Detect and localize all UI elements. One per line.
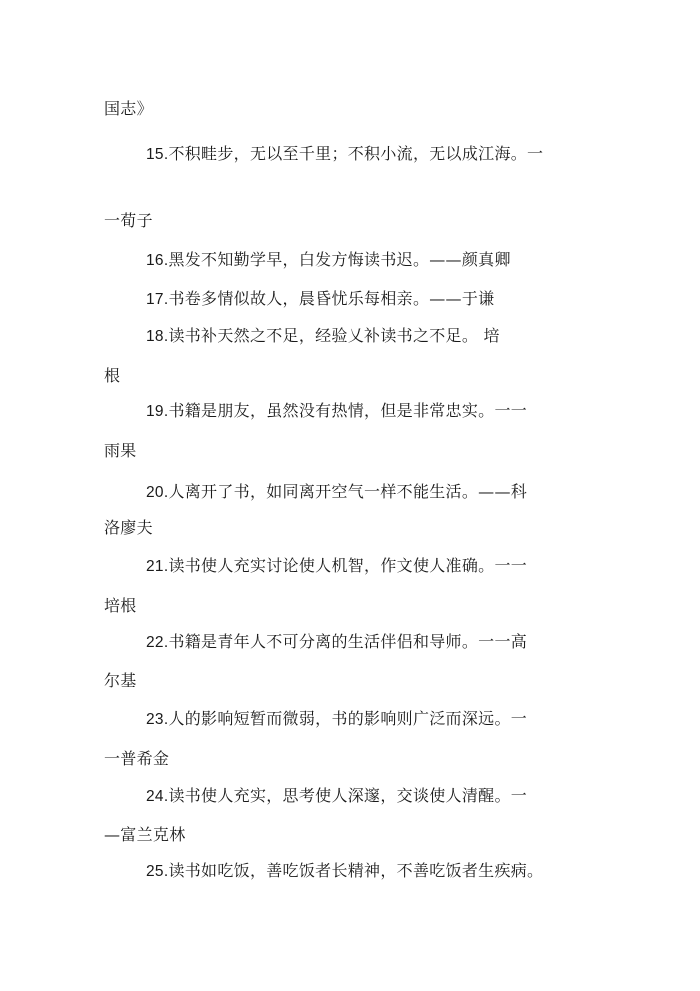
quote-number: 15.	[146, 146, 169, 163]
quote-21	[146, 556, 527, 577]
quote-23	[146, 709, 527, 730]
quote-text: 不积畦步，无以至千里；不积小流，无以成江海。一	[168, 144, 544, 163]
text-line-continuation: 雨果	[104, 441, 137, 460]
quote-text: 书卷多情似故人，晨昏忧乐每相亲。——于谦	[168, 289, 495, 308]
text-line-continuation: —富兰克林	[104, 825, 186, 844]
text-line-continuation: 培根	[104, 596, 137, 615]
quote-text: 人离开了书，如同离开空气一样不能生活。——科	[168, 482, 528, 501]
quote-number: 16.	[146, 252, 169, 269]
text-line-continuation: 洛廖夫	[104, 518, 153, 537]
text-line-continuation: 尔基	[104, 671, 137, 690]
quote-number: 24.	[146, 788, 169, 805]
quote-17	[146, 289, 494, 310]
quote-text: 读书使人充实讨论使人机智，作文使人准确。一一	[168, 556, 528, 575]
quote-number: 21.	[146, 558, 169, 575]
quote-number: 20.	[146, 484, 169, 501]
text-line-continuation: 一普希金	[104, 749, 170, 768]
quote-number: 22.	[146, 634, 169, 651]
quote-25	[146, 861, 543, 882]
quote-number: 25.	[146, 863, 169, 880]
quote-18	[146, 326, 500, 347]
quote-16	[146, 250, 511, 271]
text-line-continuation: 根	[104, 366, 121, 385]
quote-text: 人的影响短暂而微弱，书的影响则广泛而深远。一	[168, 709, 528, 728]
quote-number: 19.	[146, 403, 169, 420]
quote-24	[146, 786, 527, 807]
quote-19	[146, 401, 527, 422]
quote-number: 17.	[146, 291, 169, 308]
quote-20	[146, 482, 527, 503]
quote-22	[146, 632, 527, 653]
quote-text: 读书使人充实，思考使人深邃，交谈使人清醒。一	[168, 786, 528, 805]
text-line-continuation: 国志》	[104, 99, 153, 118]
text-line-continuation: 一荀子	[104, 211, 153, 230]
quote-number: 23.	[146, 711, 169, 728]
quote-number: 18.	[146, 328, 169, 345]
quote-15	[146, 144, 543, 165]
quote-text: 黑发不知勤学早，白发方悔读书迟。——颜真卿	[168, 250, 511, 269]
quote-text: 读书补天然之不足，经验乂补读书之不足。 培	[168, 326, 500, 345]
quote-text: 读书如吃饭，善吃饭者长精神，不善吃饭者生疾病。	[168, 861, 544, 880]
quote-text: 书籍是朋友，虽然没有热情，但是非常忠实。一一	[168, 401, 528, 420]
quote-text: 书籍是青年人不可分离的生活伴侣和导师。一一高	[168, 632, 528, 651]
